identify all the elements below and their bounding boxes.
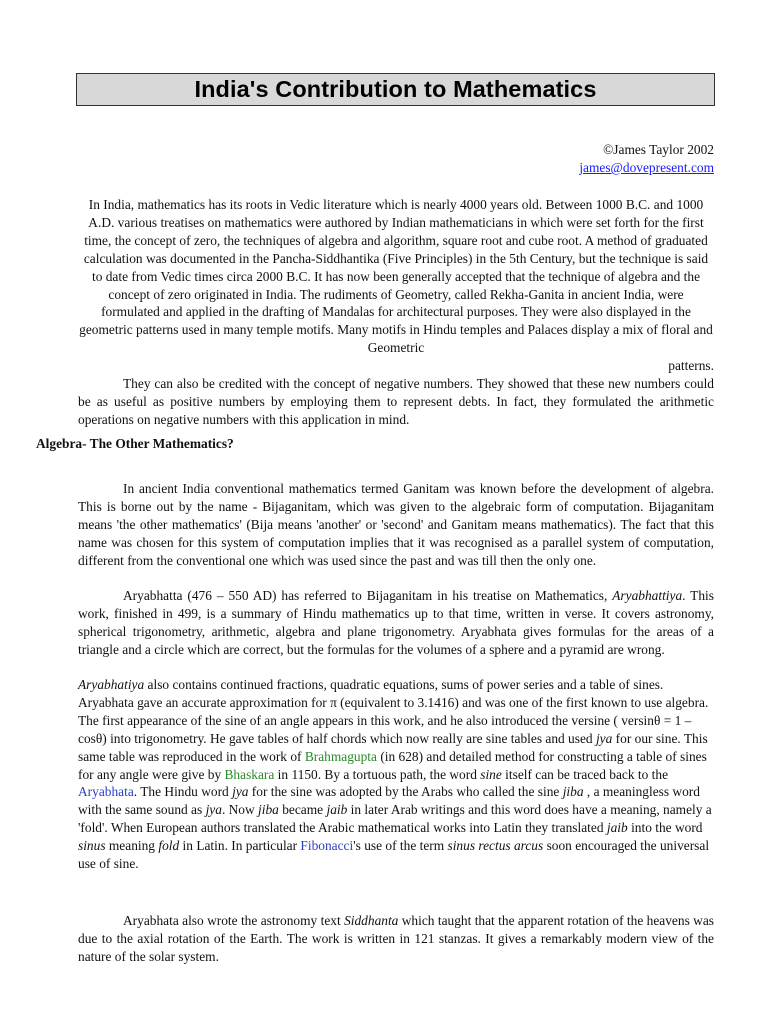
p3-text: itself can be traced back to the [501,766,669,782]
p3-text: into the word [627,820,703,836]
algebra-paragraph-4 [78,912,714,966]
p3-text: . The Hindu word [133,784,233,800]
p3-text: soon encouraged the universal use of sine. [78,838,710,872]
p3-em: fold [158,838,180,854]
p3-text: also contains continued fractions, quadratic equations, sums of power series and a table of sines. Aryabhata gave an accurate approximation for π (equivalent to 3.1416) and was one of the first known to use algebra. The first appearance of the sine of an angle appears in this work, and he also introduced the versine ( versinθ = 1 – cosθ) into trigonometry. He gave tables of half chords which now really are sine tables and used [78,677,709,746]
p3-text: in 1150. By a tortuous path, the word [274,766,481,782]
aryabhata-link[interactable]: Aryabhata [78,784,134,800]
algebra-paragraph-1: In ancient India conventional mathematics termed Ganitam was known before the development of algebra. This is borne out by the name - Bijaganitam, which was given to the algebraic form of computation. Bijaganitam means 'the other mathematics' (Bija means 'another' or 'second' and Ganitam means mathematics). The fact that this name was chosen for this system of computation implies that it was recognised as a parallel system of computation, different from the conventional one which was used since the past and was till then the only one. [78,481,714,568]
p3-text: for our sine. This same table was reproduced in the work of [78,730,708,764]
intro-paragraph-2: They can also be credited with the concept of negative numbers. They showed that these new numbers could be as useful as positive numbers by employing them to represent debts. In fact, they formulated the arithmetic operations on negative numbers with this application in mind. [78,376,714,427]
p3-em: jaib [326,802,348,818]
p3-em: jya [205,802,222,818]
p3-text: . Now [221,802,259,818]
p3-text: , a meaningless word with the same sound as [78,784,700,818]
bhaskara-link[interactable]: Bhaskara [224,766,275,782]
p4-text-b: which taught that the apparent rotation of the heavens was due to the axial rotation of the Earth. The work is written in 121 stanzas. It gives a remarkably modern view of the nature of the solar system. [78,913,714,964]
p3-em: jiba [562,784,584,800]
p2-text-a: Aryabhatta (476 – 550 AD) has referred to Bijaganitam in his treatise on Mathematics, [123,588,613,603]
algebra-paragraph-2 [78,587,714,659]
title-box [76,73,715,106]
p3-text: meaning [105,838,159,854]
p3-text: became [278,802,327,818]
intro-p1-tail: patterns. [668,358,714,374]
p3-text: in later Arab writings and this word does have a meaning, namely a 'fold'. When European authors translated the Arabic mathematical works into Latin they translated [78,802,712,836]
algebra-paragraph-3 [78,676,714,873]
p3-em: sinus [78,838,106,854]
byline [579,141,714,177]
p2-title-aryabhattiya: Aryabhattiya [612,588,683,603]
brahmagupta-link[interactable]: Brahmagupta [304,748,377,764]
p3-em-aryabhatiya: Aryabhatiya [78,677,145,692]
section-heading-algebra: Algebra- The Other Mathematics? [36,436,234,451]
p2-text-b: . This work, finished in 499, is a summary of Hindu mathematics up to that time, written in verse. It covers astronomy, spherical trigonometry, arithmetic, algebra and plane trigonometry. Aryabhata gives formulas for the areas of a triangle and a circle which are correct, but the formulas for the volumes of a sphere and a pyramid are wrong. [78,588,714,657]
p3-em: jya [595,730,613,746]
document-title: India's Contribution to Mathematics [194,75,597,102]
p3-text: in Latin. In particular [179,838,301,854]
intro-paragraph-1 [78,196,714,375]
p3-text: for the sine was adopted by the Arabs who called the sine [248,784,563,800]
p3-em: sinus rectus arcus [447,838,544,854]
p3-em: jya [232,784,249,800]
p3-text: (in 628) and detailed method for constructing a table of sines for any angle were give by [78,748,707,782]
p4-title-siddhanta: Siddhanta [344,913,399,928]
p3-em: sine [480,766,502,782]
intro-p1-text: In India, mathematics has its roots in Vedic literature which is nearly 4000 years old. Between 1000 B.C. and 1000 A.D. various treatises on mathematics were authored by Indian mathematicians in which were set forth for the first time, the concept of zero, the techniques of algebra and algorithm, square root and cube root. A method of graduated calculation was documented in the Pancha-Siddhantika (Five Principles) in the 5th Century, but the technique is said to date from Vedic times circa 2000 B.C. It has now been generally accepted that the technique of algebra and the concept of zero originated in India. The rudiments of Geometry, called Rekha-Ganita in ancient India, were formulated and applied in the drafting of Mandalas for architectural purposes. They were also displayed in the geometric patterns used in many temple motifs. Many motifs in Hindu temples and Palaces display a mix of floral and Geometric [79,197,713,356]
fibonacci-link[interactable]: Fibonacci [300,838,354,854]
p4-text-a: Aryabhata also wrote the astronomy text [123,913,345,928]
email-link[interactable]: james@dovepresent.com [579,160,714,175]
p3-em: jiba [258,802,279,818]
p3-text: 's use of the term [353,838,448,854]
p3-em: jaib [606,820,628,836]
copyright-line: ©James Taylor 2002 [603,142,714,157]
